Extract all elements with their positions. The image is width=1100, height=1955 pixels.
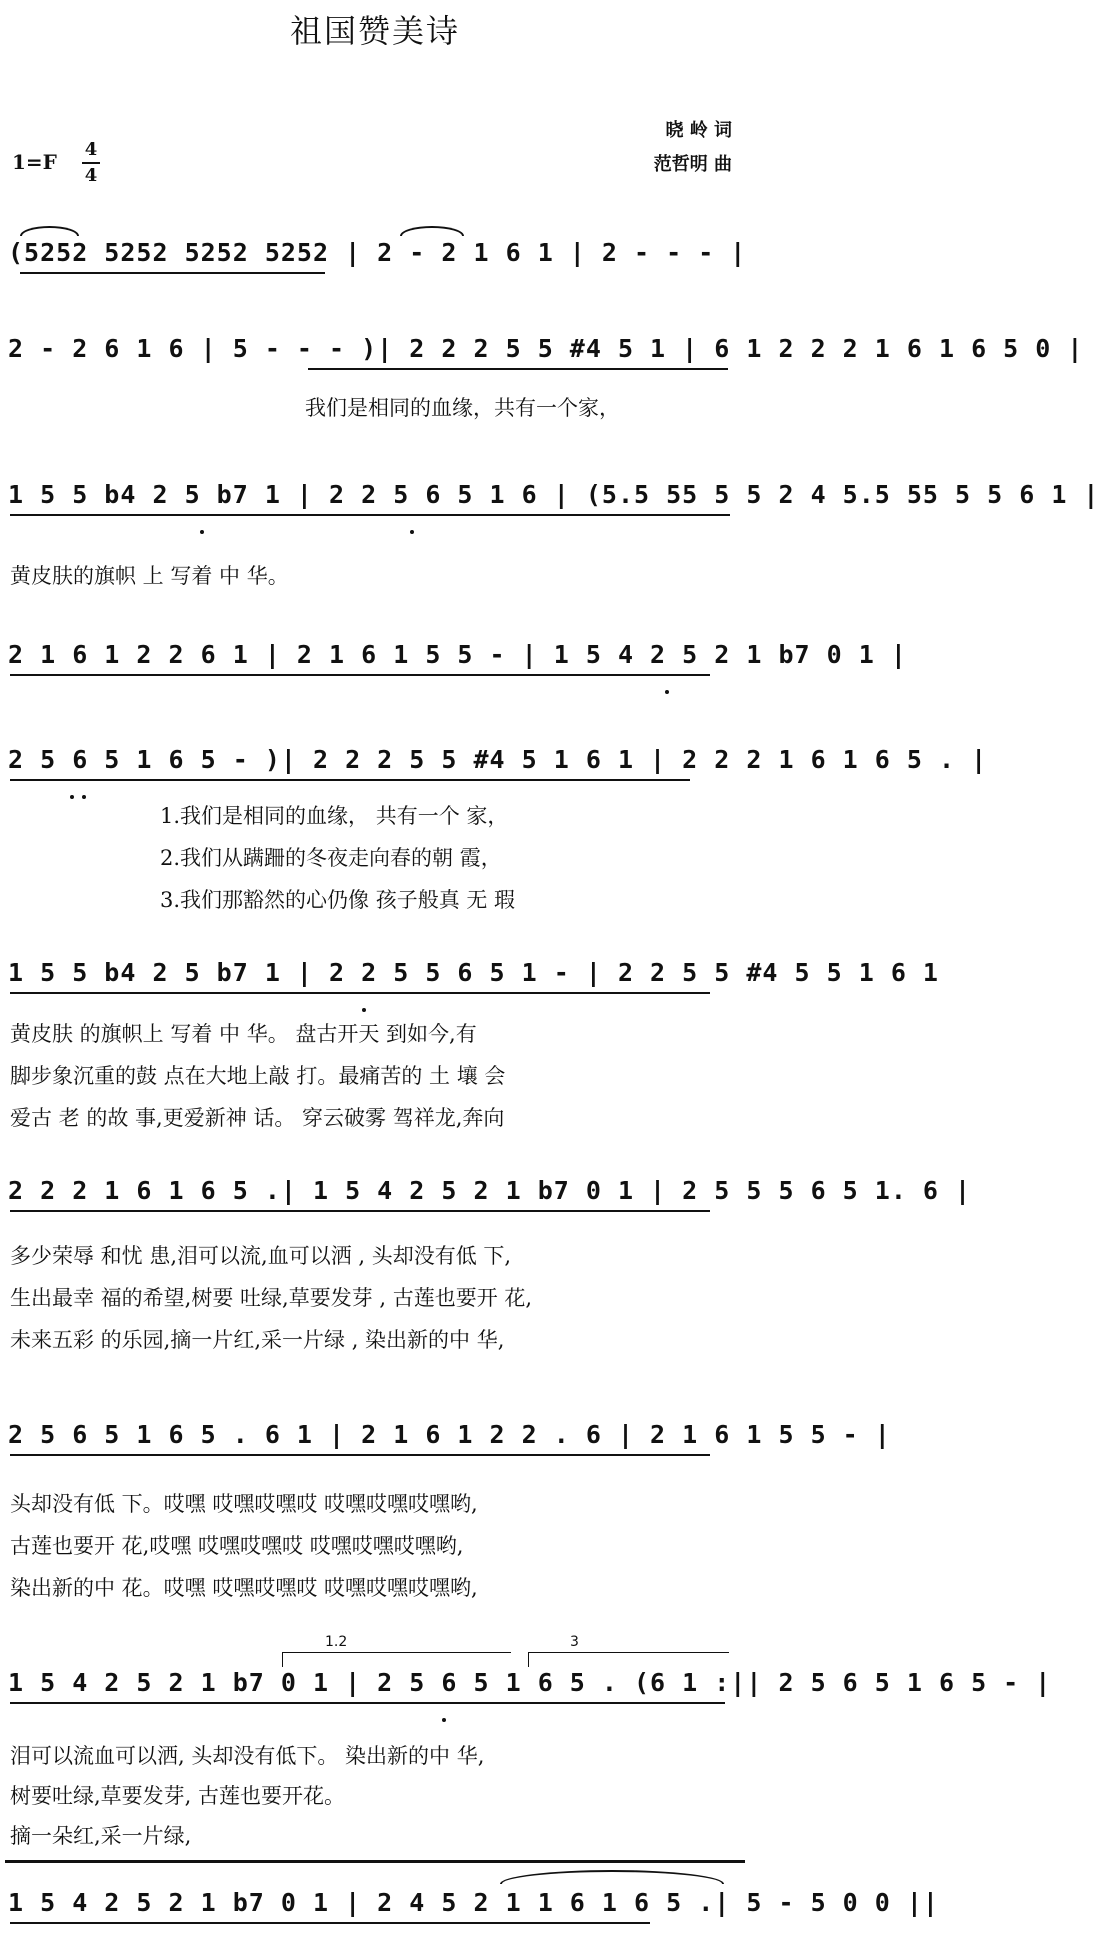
notation-system-6: 1 5 5 b4 2 5 b7 1 | 2 2 5 5 6 5 1 - | 2 2 5 5 #4 5 5 1 6 1 bbox=[8, 958, 939, 987]
lyric-line: 染出新的中 花。哎嘿 哎嘿哎嘿哎 哎嘿哎嘿哎嘿哟, bbox=[10, 1576, 478, 1600]
time-signature bbox=[82, 138, 100, 188]
lyric-line: 我们是相同的血缘，共有一个家， bbox=[305, 396, 620, 420]
beam-underline bbox=[10, 674, 710, 676]
volta-number: 3 bbox=[570, 1634, 579, 1650]
notation-system-2: 2 - 2 6 1 6 | 5 - - - )| 2 2 2 5 5 #4 5 1 | 6 1 2 2 2 1 6 1 6 5 0 | bbox=[8, 334, 1084, 363]
octave-dot bbox=[665, 690, 669, 694]
lyric-line: 头却没有低 下。哎嘿 哎嘿哎嘿哎 哎嘿哎嘿哎嘿哟, bbox=[10, 1492, 478, 1516]
song-title: 祖国赞美诗 bbox=[289, 12, 460, 50]
lyric-line: 树要吐绿,草要发芽, 古莲也要开花。 bbox=[10, 1784, 346, 1808]
octave-dot bbox=[82, 795, 86, 799]
lyric-line: 多少荣辱 和忧 患,泪可以流,血可以洒 , 头却没有低 下, bbox=[10, 1244, 512, 1268]
lyricist-credit: 晓 岭 词 bbox=[665, 120, 732, 141]
notation-system-3: 1 5 5 b4 2 5 b7 1 | 2 2 5 6 5 1 6 | (5.5 55 5 5 2 4 5.5 55 5 5 6 1 | bbox=[8, 480, 1100, 509]
notation-system-8: 2 5 6 5 1 6 5 . 6 1 | 2 1 6 1 2 2 . 6 | 2 1 6 1 5 5 - | bbox=[8, 1420, 891, 1449]
lyric-line: 摘一朵红,采一片绿, bbox=[10, 1824, 192, 1848]
slur-mark bbox=[400, 226, 464, 236]
slur-mark bbox=[20, 226, 79, 236]
beam-underline bbox=[308, 368, 728, 370]
slur-mark bbox=[500, 1870, 724, 1884]
notation-system-7: 2 2 2 1 6 1 6 5 .| 1 5 4 2 5 2 1 b7 0 1 | 2 5 5 5 6 5 1. 6 | bbox=[8, 1176, 972, 1205]
lyric-line: 黄皮肤 的旗帜上 写着 中 华。 盘古开天 到如今,有 bbox=[10, 1022, 477, 1046]
lyric-line: 1.我们是相同的血缘， 共有一个 家， bbox=[160, 804, 509, 828]
composer-credit: 范哲明 曲 bbox=[653, 154, 732, 175]
time-signature-bottom: 4 bbox=[82, 162, 100, 188]
lyric-line: 古莲也要开 花,哎嘿 哎嘿哎嘿哎 哎嘿哎嘿哎嘿哟, bbox=[10, 1534, 464, 1558]
notation-system-1: (5252 5252 5252 5252 | 2 - 2 1 6 1 | 2 - - - | bbox=[8, 238, 747, 267]
lyric-line: 爱古 老 的故 事,更爱新神 话。 穿云破雾 驾祥龙,奔向 bbox=[10, 1106, 505, 1130]
volta-bracket-2 bbox=[528, 1652, 729, 1667]
notation-system-10: 1 5 4 2 5 2 1 b7 0 1 | 2 4 5 2 1 1 6 1 6 5 .| 5 - 5 0 0 || bbox=[8, 1888, 939, 1917]
lyric-line: 2.我们从蹒跚的冬夜走向春的朝 霞， bbox=[160, 846, 502, 870]
lyric-line: 脚步象沉重的鼓 点在大地上敲 打。最痛苦的 土 壤 会 bbox=[10, 1064, 506, 1088]
notation-system-9: 1 5 4 2 5 2 1 b7 0 1 | 2 5 6 5 1 6 5 . (6 1 :|| 2 5 6 5 1 6 5 - | bbox=[8, 1668, 1052, 1697]
beam-underline bbox=[10, 1454, 710, 1456]
octave-dot bbox=[200, 530, 204, 534]
octave-dot bbox=[410, 530, 414, 534]
lyric-line: 黄皮肤的旗帜 上 写着 中 华。 bbox=[10, 564, 289, 588]
notation-system-5: 2 5 6 5 1 6 5 - )| 2 2 2 5 5 #4 5 1 6 1 | 2 2 2 1 6 1 6 5 . | bbox=[8, 745, 988, 774]
lyric-line: 3.我们那豁然的心仍像 孩子般真 无 瑕 bbox=[160, 888, 516, 912]
lyric-line: 生出最幸 福的希望,树要 吐绿,草要发芽 , 古莲也要开 花, bbox=[10, 1286, 533, 1310]
section-divider bbox=[5, 1860, 745, 1863]
beam-underline bbox=[20, 272, 325, 274]
octave-dot bbox=[70, 795, 74, 799]
beam-underline bbox=[10, 514, 730, 516]
notation-system-4: 2 1 6 1 2 2 6 1 | 2 1 6 1 5 5 - | 1 5 4 2 5 2 1 b7 0 1 | bbox=[8, 640, 907, 669]
beam-underline bbox=[10, 1922, 650, 1924]
beam-underline bbox=[10, 992, 710, 994]
key-signature: 1=F bbox=[12, 150, 57, 174]
beam-underline bbox=[10, 1210, 710, 1212]
volta-bracket-1 bbox=[282, 1652, 511, 1667]
time-signature-top: 4 bbox=[84, 139, 98, 160]
lyric-line: 泪可以流血可以洒, 头却没有低下。 染出新的中 华, bbox=[10, 1744, 485, 1768]
volta-number: 1.2 bbox=[325, 1634, 348, 1650]
octave-dot bbox=[442, 1718, 446, 1722]
beam-underline bbox=[10, 779, 690, 781]
octave-dot bbox=[362, 1008, 366, 1012]
beam-underline bbox=[10, 1702, 725, 1704]
lyric-line: 未来五彩 的乐园,摘一片红,采一片绿 , 染出新的中 华, bbox=[10, 1328, 505, 1352]
